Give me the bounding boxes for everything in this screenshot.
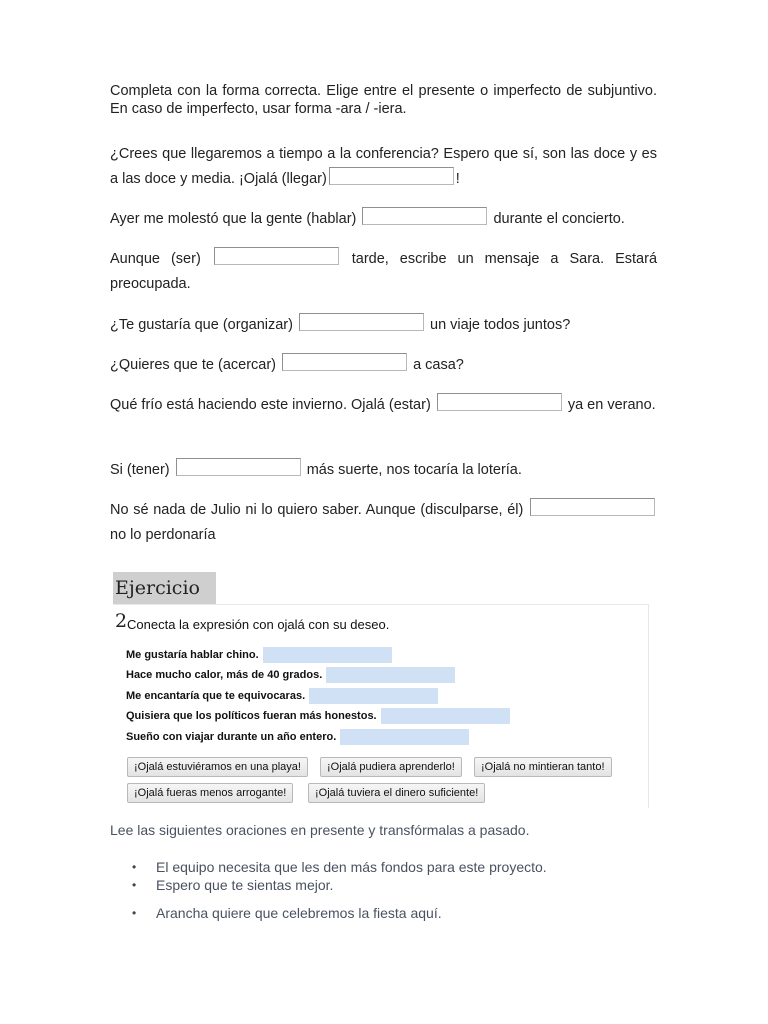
item-text-after: ya en verano. — [567, 397, 656, 413]
exercise-2-instruction: Conecta la expresión con ojalá con su deseo. — [127, 617, 390, 632]
exercise-item-1 — [110, 142, 657, 192]
exercise-2-panel — [113, 604, 649, 808]
drop-zone-2[interactable] — [326, 667, 455, 683]
sentence-text: Quisiera que los políticos fueran más honestos. — [126, 710, 377, 722]
transform-list — [110, 858, 547, 922]
drop-zone-3[interactable] — [309, 688, 438, 704]
answer-input-6[interactable] — [437, 393, 562, 411]
list-item: • Espero que te sientas mejor. — [110, 876, 547, 894]
transform-instruction: Lee las siguientes oraciones en presente y transfórmalas a pasado. — [110, 822, 530, 838]
item-text-before: Si (tener) — [110, 462, 170, 478]
sentence-text: Me gustaría hablar chino. — [126, 649, 259, 661]
exercise-item-8 — [110, 498, 657, 548]
answer-input-3[interactable] — [214, 247, 339, 265]
exercise-item-3 — [110, 247, 657, 297]
answer-option-4[interactable]: ¡Ojalá fueras menos arrogante! — [127, 783, 293, 803]
drop-zone-4[interactable] — [381, 708, 510, 724]
item-text-after: durante el concierto. — [493, 211, 625, 227]
item-text-after: tarde, escribe un mensaje a Sara. Estará preocupada. — [110, 251, 658, 292]
sentence-text: Me encantaría que te equivocaras. — [126, 690, 306, 702]
item-text-after: a casa? — [413, 357, 464, 373]
item-text-after: ! — [455, 171, 460, 187]
list-item: • El equipo necesita que les den más fondos para este proyecto. — [110, 858, 547, 876]
answer-option-5[interactable]: ¡Ojalá tuviera el dinero suficiente! — [308, 783, 485, 803]
match-sentence-5 — [126, 729, 469, 745]
match-sentence-3 — [126, 688, 438, 704]
item-text-after: un viaje todos juntos? — [430, 317, 571, 333]
exercise-item-7 — [110, 458, 657, 483]
exercise-item-6 — [110, 393, 657, 418]
match-sentence-1 — [126, 647, 392, 663]
sentence-text: Sueño con viajar durante un año entero. — [126, 731, 337, 743]
answer-option-2[interactable]: ¡Ojalá pudiera aprenderlo! — [320, 757, 462, 777]
list-item: • Arancha quiere que celebremos la fiesta aquí. — [110, 904, 547, 922]
item-text-before: ¿Te gustaría que (organizar) — [110, 317, 293, 333]
item-text-after: no lo perdonaría — [110, 527, 216, 543]
item-text-before: ¿Quieres que te (acercar) — [110, 357, 277, 373]
answer-input-5[interactable] — [282, 353, 407, 371]
drop-zone-5[interactable] — [340, 729, 469, 745]
exercise-instructions: Completa con la forma correcta. Elige entre el presente o imperfecto de subjuntivo. En caso de imperfecto, usar forma -ara / -iera. — [110, 83, 657, 117]
answer-input-1[interactable] — [329, 167, 454, 185]
item-text-before: No sé nada de Julio ni lo quiero saber. Aunque (disculparse, él) — [110, 502, 524, 518]
match-sentence-2 — [126, 667, 455, 683]
answer-option-1[interactable]: ¡Ojalá estuviéramos en una playa! — [127, 757, 308, 777]
item-text-before: Aunque (ser) — [110, 251, 201, 267]
exercise-item-5 — [110, 353, 657, 378]
item-text-after: más suerte, nos tocaría la lotería. — [306, 462, 522, 478]
answer-input-7[interactable] — [176, 458, 301, 476]
exercise-2-title: Ejercicio 2 — [113, 572, 216, 605]
exercise-item-4 — [110, 313, 657, 338]
item-text-before: ¿Crees que llegaremos a tiempo a la conferencia? Espero que sí, son las doce y es a las doce y media. ¡Ojalá (llegar) — [110, 146, 657, 187]
item-text-before: Ayer me molestó que la gente (hablar) — [110, 211, 357, 227]
answer-input-8[interactable] — [530, 498, 655, 516]
item-text-before: Qué frío está haciendo este invierno. Ojalá (estar) — [110, 397, 431, 413]
exercise-item-2 — [110, 207, 657, 232]
sentence-text: Hace mucho calor, más de 40 grados. — [126, 669, 323, 681]
drop-zone-1[interactable] — [263, 647, 392, 663]
answer-input-4[interactable] — [299, 313, 424, 331]
answer-option-3[interactable]: ¡Ojalá no mintieran tanto! — [474, 757, 612, 777]
match-sentence-4 — [126, 708, 510, 724]
answer-input-2[interactable] — [362, 207, 487, 225]
